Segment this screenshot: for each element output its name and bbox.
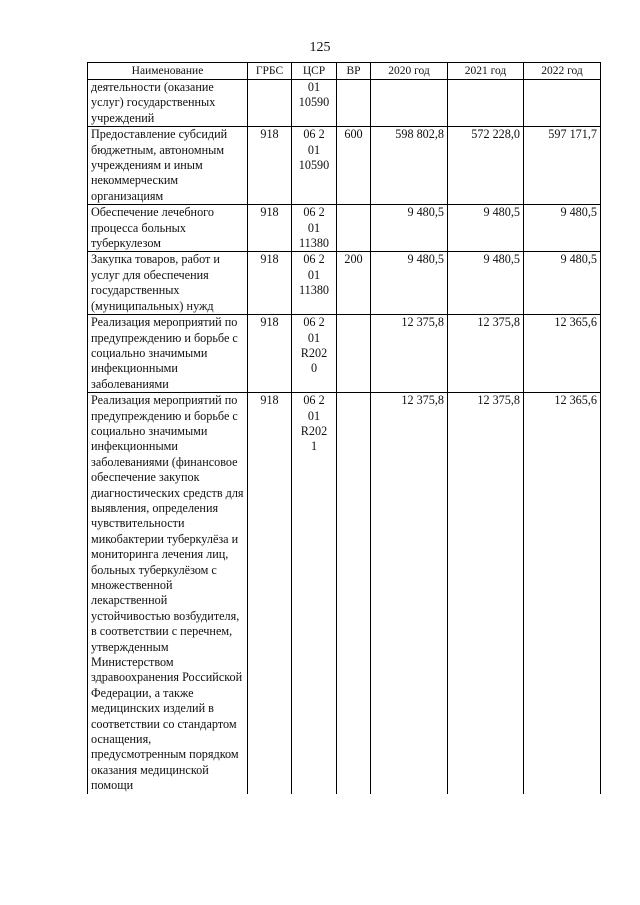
table-row [88, 393, 601, 794]
row-2021: 572 228,0 [448, 127, 524, 205]
budget-table [87, 62, 601, 794]
row-grbs: 918 [248, 127, 292, 205]
row-grbs [248, 80, 292, 127]
header-name: Наименование [88, 63, 248, 80]
row-2021 [448, 80, 524, 127]
row-csr-part: 01 [307, 330, 321, 345]
row-vr [337, 393, 371, 794]
row-csr-part: 06 2 [303, 393, 325, 408]
row-2022 [524, 80, 601, 127]
table-header-row [88, 63, 601, 80]
row-csr-part: 1 [310, 439, 318, 454]
row-grbs: 918 [248, 393, 292, 794]
row-vr [337, 205, 371, 252]
row-name: Реализация мероприятий по предупреждению и борьбе с социально значимыми инфекционными заболеваниями [88, 315, 248, 393]
row-2021: 9 480,5 [448, 205, 524, 252]
row-2022: 12 365,6 [524, 393, 601, 794]
row-csr-part: 06 2 [303, 205, 325, 220]
row-csr-part: 0 [310, 361, 318, 376]
table-row [88, 127, 601, 205]
row-2021: 12 375,8 [448, 393, 524, 794]
row-csr-part: 11380 [298, 236, 330, 251]
row-csr [292, 252, 337, 315]
row-name: Предоставление субсидий бюджетным, автономным учреждениям и иным некоммерческим организациям [88, 127, 248, 205]
table-row [88, 252, 601, 315]
table-row [88, 315, 601, 393]
header-2022: 2022 год [524, 63, 601, 80]
row-2020: 598 802,8 [371, 127, 448, 205]
row-csr [292, 205, 337, 252]
row-csr-part: 06 2 [303, 127, 325, 142]
row-csr-part: 11380 [298, 283, 330, 298]
row-grbs: 918 [248, 205, 292, 252]
header-2020: 2020 год [371, 63, 448, 80]
row-vr: 200 [337, 252, 371, 315]
row-name: Закупка товаров, работ и услуг для обеспечения государственных (муниципальных) нужд [88, 252, 248, 315]
row-csr-part: 10590 [298, 95, 330, 110]
row-name: деятельности (оказание услуг) государственных учреждений [88, 80, 248, 127]
row-vr: 600 [337, 127, 371, 205]
row-2022: 9 480,5 [524, 205, 601, 252]
row-2020: 12 375,8 [371, 393, 448, 794]
row-2021: 12 375,8 [448, 315, 524, 393]
row-csr-part: 01 [307, 80, 321, 94]
table-row [88, 80, 601, 127]
page-number: 125 [309, 40, 331, 55]
row-vr [337, 80, 371, 127]
row-csr [292, 315, 337, 393]
row-name: Обеспечение лечебного процесса больных туберкулезом [88, 205, 248, 252]
row-csr-part: 01 [307, 142, 321, 157]
row-grbs: 918 [248, 252, 292, 315]
row-2022: 9 480,5 [524, 252, 601, 315]
row-2022: 597 171,7 [524, 127, 601, 205]
row-vr [337, 315, 371, 393]
row-csr [292, 80, 337, 127]
header-vr: ВР [337, 63, 371, 80]
row-2020: 9 480,5 [371, 252, 448, 315]
row-csr-part: 06 2 [303, 252, 325, 267]
row-name: Реализация мероприятий по предупреждению и борьбе с социально значимыми инфекционными заболеваниями (финансовое обеспечение закупок диагностических средств для выявления, определения чувствительности микобактерии туберкулёза и мониторинга лечения лиц, больных туберкулёзом с множественной лекарственной устойчивостью возбудителя, в соответствии с перечнем, утвержденным Министерством здравоохранения Российской Федерации, а также медицинских изделий в соответствии со стандартом оснащения, предусмотренным порядком оказания медицинской помощи [88, 393, 248, 794]
row-2021: 9 480,5 [448, 252, 524, 315]
header-grbs: ГРБС [248, 63, 292, 80]
row-csr-part: 01 [307, 267, 321, 282]
row-csr-part: 10590 [298, 158, 330, 173]
row-2020 [371, 80, 448, 127]
row-csr-part: R202 [300, 345, 328, 360]
row-csr-part: 01 [307, 220, 321, 235]
table-row [88, 205, 601, 252]
row-grbs: 918 [248, 315, 292, 393]
header-csr: ЦСР [292, 63, 337, 80]
header-2021: 2021 год [448, 63, 524, 80]
row-csr [292, 127, 337, 205]
row-2020: 9 480,5 [371, 205, 448, 252]
row-2022: 12 365,6 [524, 315, 601, 393]
row-csr-part: 06 2 [303, 315, 325, 330]
row-csr [292, 393, 337, 794]
row-csr-part: R202 [300, 423, 328, 438]
row-csr-part: 01 [307, 408, 321, 423]
row-2020: 12 375,8 [371, 315, 448, 393]
